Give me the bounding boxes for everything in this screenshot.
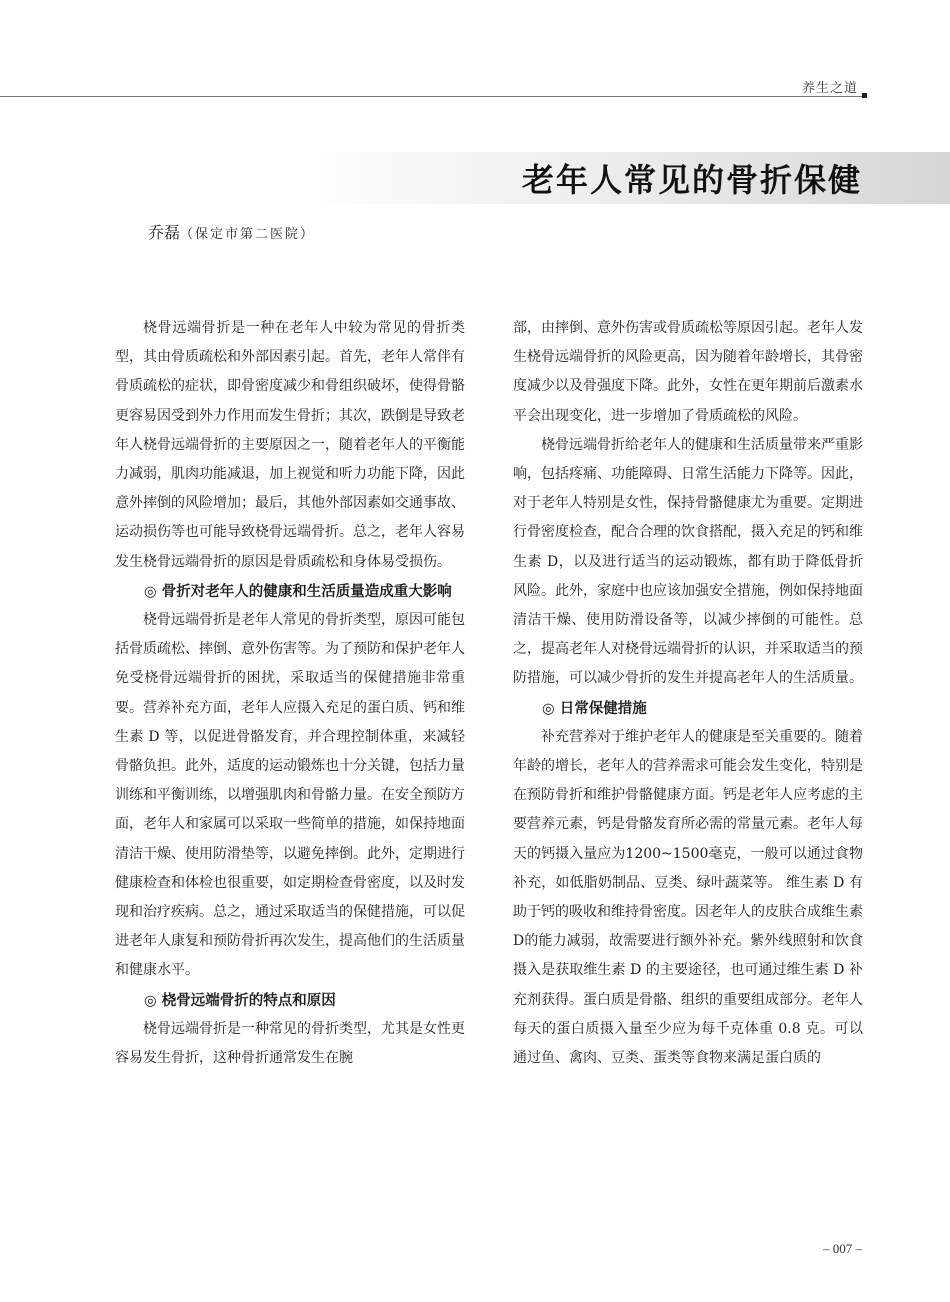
paragraph-quality-of-life: 桡骨远端骨折给老年人的健康和生活质量带来严重影响，包括疼痛、功能障碍、日常生活能力下降等。因此，对于老年人特别是女性，保持骨骼健康尤为重要。定期进行骨密度检查，配合合理的饮食搭配，摄入充足的钙和维生素 D，以及进行适当的运动锻炼，都有助于降低骨折风险。此外，家庭中也应该加强安全措施，例如保持地面清洁干燥、使用防滑设备等，以减少摔倒的可能性。总之，提高老年人对桡骨远端骨折的认识，并采取适当的预防措施，可以减少骨折的发生并提高老年人的生活质量。 bbox=[513, 436, 863, 687]
section-heading-impact: ◎ 骨折对老年人的健康和生活质量造成重大影响 bbox=[144, 582, 452, 600]
paragraph-characteristics-cont: 部，由摔倒、意外伤害或骨质疏松等原因引起。老年人发生桡骨远端骨折的风险更高，因为随着年龄增长，其骨密度减少以及骨强度下降。此外，女性在更年期前后激素水平会出现变化，进一步增加了骨质疏松的风险。 bbox=[513, 320, 863, 424]
header-rule bbox=[0, 96, 862, 97]
author-name: 乔磊 bbox=[148, 223, 181, 242]
article-title: 老年人常见的骨折保健 bbox=[521, 161, 862, 199]
section-tag-marker bbox=[862, 93, 867, 98]
section-heading-daily-care: ◎ 日常保健措施 bbox=[542, 699, 647, 717]
section-heading-characteristics: ◎ 桡骨远端骨折的特点和原因 bbox=[144, 991, 336, 1009]
paragraph-intro: 桡骨远端骨折是一种在老年人中较为常见的骨折类型，其由骨质疏松和外部因素引起。首先，老年人常伴有骨质疏松的症状，即骨密度减少和骨组织破坏，使得骨骼更容易因受到外力作用而发生骨折；其次，跌倒是导致老年人桡骨远端骨折的主要原因之一，随着老年人的平衡能力减弱，肌肉功能减退，加上视觉和听力功能下降，因此意外摔倒的风险增加；最后，其他外部因素如交通事故、运动损伤等也可能导致桡骨远端骨折。总之，老年人容易发生桡骨远端骨折的原因是骨质疏松和身体易受损伤。 bbox=[115, 320, 465, 570]
paragraph-characteristics-start: 桡骨远端骨折是一种常见的骨折类型，尤其是女性更容易发生骨折，这种骨折通常发生在腕 bbox=[115, 1020, 465, 1067]
left-column bbox=[115, 314, 465, 1073]
right-column bbox=[513, 314, 863, 1073]
paragraph-nutrition: 补充营养对于维护老年人的健康是至关重要的。随着年龄的增长，老年人的营养需求可能会发生变化，特别是在预防骨折和维护骨骼健康方面。钙是老年人应考虑的主要营养元素，钙是骨骼发育所必需的常量元素。老年人每天的钙摄入量应为1200~1500毫克，一般可以通过食物补充，如低脂奶制品、豆类、绿叶蔬菜等。 维生素 D 有助于钙的吸收和维持骨密度。因老年人的皮肤合成维生素D的能力减弱，故需要进行额外补充。紫外线照射和饮食摄入是获取维生素 D 的主要途径，也可通过维生素 D 补充剂获得。蛋白质是骨骼、组织的重要组成部分。老年人每天的蛋白质摄入量至少应为每千克体重 0.8 克。可以通过鱼、禽肉、豆类、蛋类等食物来满足蛋白质的 bbox=[513, 728, 863, 1067]
page-number: – 007 – bbox=[823, 1241, 862, 1256]
author-affiliation: （保定市第二医院） bbox=[180, 227, 316, 242]
byline bbox=[148, 220, 315, 243]
paragraph-prevention: 桡骨远端骨折是老年人常见的骨折类型，原因可能包括骨质疏松、摔倒、意外伤害等。为了预防和保护老年人免受桡骨远端骨折的困扰，采取适当的保健措施非常重要。营养补充方面，老年人应摄入充足的蛋白质、钙和维生素 D 等，以促进骨骼发育，并合理控制体重，来减轻骨骼负担。此外，适度的运动锻炼也十分关键，包括力量训练和平衡训练，以增强肌肉和骨骼力量。在安全预防方面，老年人和家属可以采取一些简单的措施，如保持地面清洁干燥、使用防滑垫等，以避免摔倒。此外，定期进行健康检查和体检也很重要，如定期检查骨密度，以及时发现和治疗疾病。总之，通过采取适当的保健措施，可以促进老年人康复和预防骨折再次发生，提高他们的生活质量和健康水平。 bbox=[115, 612, 465, 979]
section-tag: 养生之道 bbox=[801, 81, 858, 96]
